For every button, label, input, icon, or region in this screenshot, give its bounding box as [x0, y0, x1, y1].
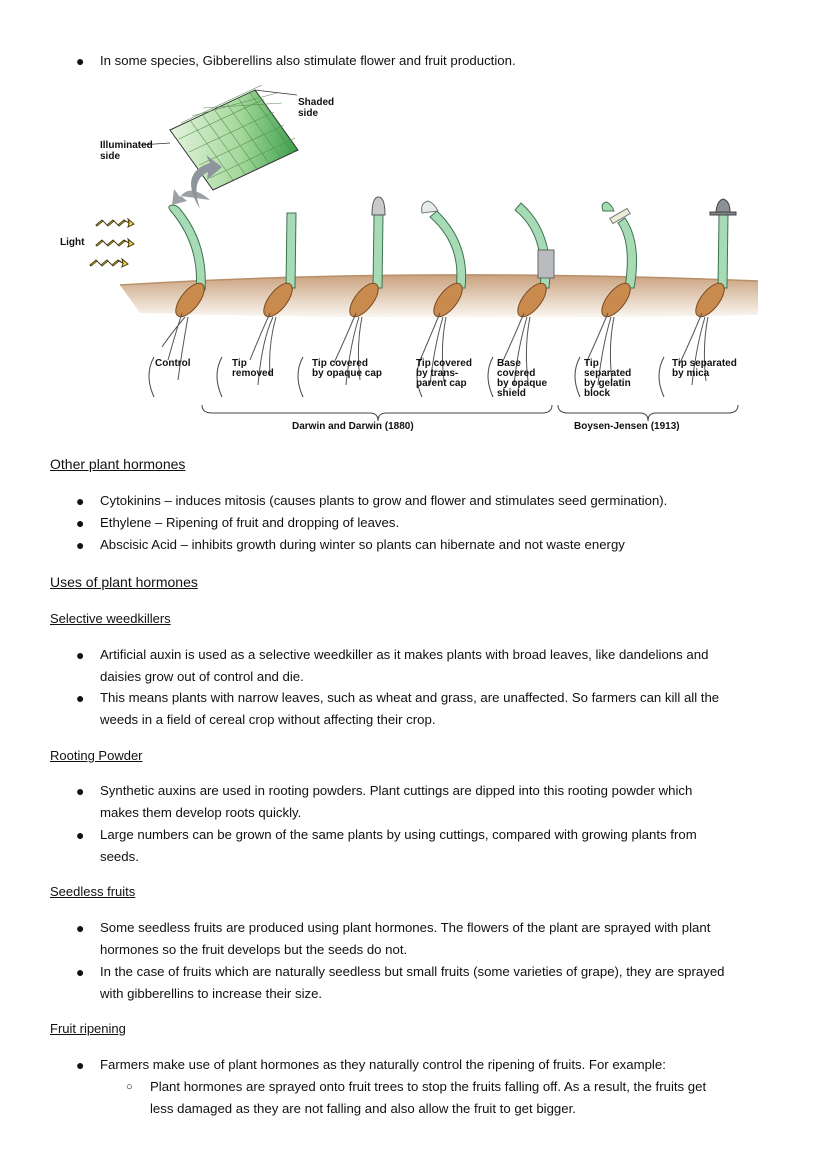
boysen-brace — [558, 405, 738, 421]
svg-text:Control — [155, 358, 191, 369]
phototropism-diagram — [50, 85, 770, 440]
bullet-icon: ● — [76, 53, 85, 69]
svg-text:Illuminatedside: Illuminated side — [100, 140, 153, 162]
boysen-caption: Boysen-Jensen (1913) — [574, 421, 680, 432]
bullet-icon: ● — [76, 515, 85, 531]
label-gelatin: Tip separated by gelatin block — [584, 358, 632, 399]
bullet-icon: ● — [76, 537, 85, 553]
bullet-icon: ● — [76, 783, 85, 799]
bullet-icon: ● — [76, 647, 85, 663]
label-transparent-cap: Tip covered by trans-parent cap — [416, 358, 472, 389]
subheading-weedkillers: Selective weedkillers — [50, 611, 171, 626]
subheading-rooting: Rooting Powder — [50, 748, 143, 763]
cell-inset-icon — [140, 85, 298, 209]
bullet-icon: ● — [76, 690, 85, 706]
light-label: Light — [60, 237, 85, 248]
hollow-bullet-icon: ○ — [126, 1081, 133, 1093]
shaded-side-label: Shaded — [298, 97, 335, 108]
subheading-seedless: Seedless fruits — [50, 884, 136, 899]
bullet-icon: ● — [76, 1057, 85, 1073]
bullet-text: In some species, Gibberellins also stimulate flower and fruit production. — [100, 53, 516, 68]
bullet-icon: ● — [76, 827, 85, 843]
darwin-caption: Darwin and Darwin (1880) — [292, 421, 414, 432]
subheading-ripening: Fruit ripening — [50, 1021, 126, 1036]
illuminated-side-label: Illuminated — [100, 140, 153, 151]
light-rays-icon — [90, 219, 134, 267]
darwin-brace — [202, 405, 552, 421]
label-tip-removed: Tip removed — [232, 358, 274, 379]
section-heading-other-hormones: Other plant hormones — [50, 456, 186, 472]
label-control: Control — [155, 358, 191, 369]
document-page: ● In some species, Gibberellins also stimulate flower and fruit production. Shaded side Illuminated side Light Control Tip removed Tip covered by opaque cap Tip covered by trans-parent cap Base covered by opaque shield Tip separated by gelatin block Tip separated by mica Darwin and Darwin (1880) Boysen-Jensen (1913) Other plant hormones ● Cytokinins – induces mitosis (causes plants to grow and flower and stimulates seed germination). ● Ethylene – Ripening of fruit and dropping of leaves. ● Abscisic Acid – inhibits growth during winter so plants can hibernate and not waste energy Uses of plant hormones Selective weedkillers ● Artificial auxin is used as a selective weedkiller as it makes plants with broad leaves, like dandelions and daisies grow out of control and die. ● This means plants with narrow leaves, such as wheat and grass, are unaffected. So farmers can kill all the weeds in a field of cereal crop without affecting their crop. Rooting Powder ● Synthetic auxins are used in rooting powders. Plant cuttings are dipped into this rooting powder which makes them develop roots quickly. ● Large numbers can be grown of the same plants by using cuttings, compared with growing plants from seeds. Seedless fruits ● Some seedless fruits are produced using plant hormones. The flowers of the plant are sprayed with plant hormones so the fruit develops but the seeds do not. ● In the case of fruits which are naturally seedless but small fruits (some varieties of grape), they are sprayed with gibberellins to increase their size. Fruit ripening ● Farmers make use of plant hormones as they naturally control the ripening of fruits. For example: ○ Plant hormones are sprayed onto fruit trees to stop the fruits falling off. As a result, the fruits get less damaged as they are not falling and also allow the fruit to get bigger. — [0, 0, 828, 1171]
label-opaque-cap: Tip covered by opaque cap — [312, 358, 383, 379]
section-heading-uses: Uses of plant hormones — [50, 574, 198, 590]
label-base-covered: Base covered by opaque shield — [497, 358, 548, 399]
bullet-icon: ● — [76, 920, 85, 936]
label-mica: Tip separated by mica — [672, 358, 737, 379]
bullet-icon: ● — [76, 493, 85, 509]
bullet-icon: ● — [76, 964, 85, 980]
svg-text:Shadedside: Shaded side — [298, 97, 335, 119]
